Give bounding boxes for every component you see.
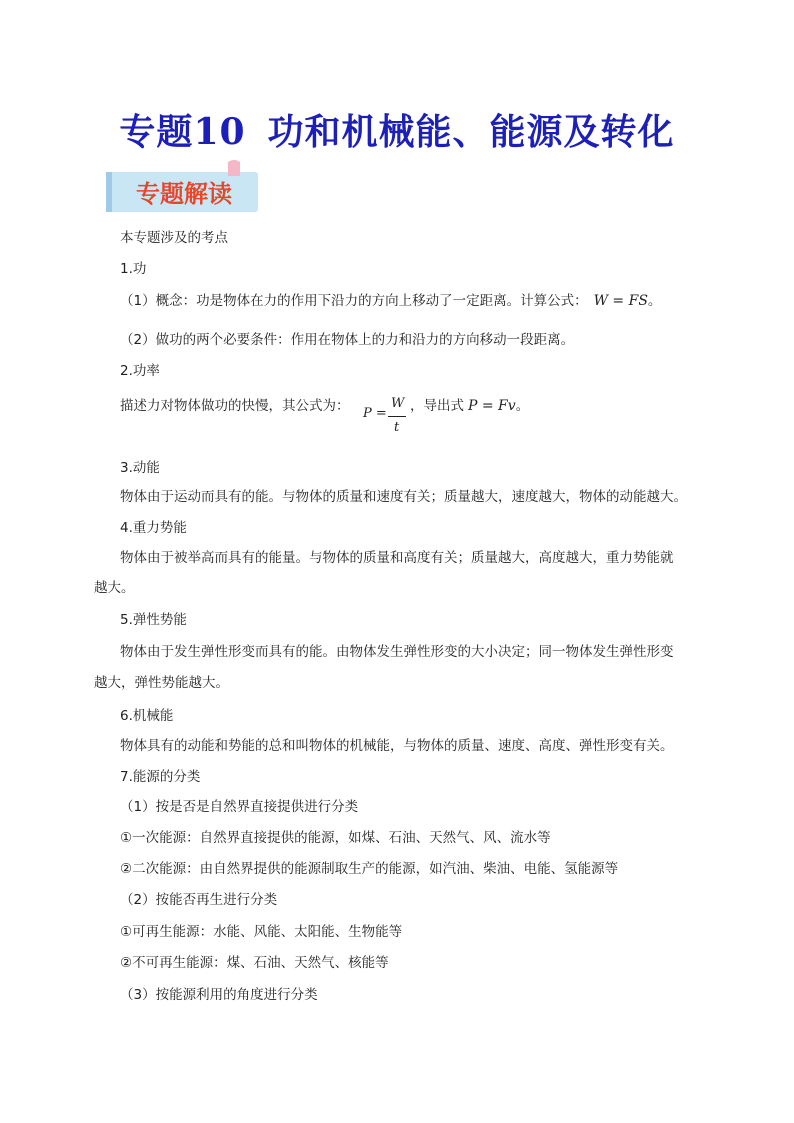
heading-energy-classification: 7.能源的分类: [120, 769, 201, 785]
gravity-text-2: 越大。: [94, 580, 135, 596]
gravity-text-1: 物体由于被举高而具有的能量。与物体的质量和高度有关；质量越大，高度越大，重力势能就: [120, 550, 674, 566]
badge-text: 专题解读: [136, 179, 232, 208]
fraction-bar: [388, 416, 406, 417]
classification-2: （2）按能否再生进行分类: [120, 892, 278, 908]
elastic-text-2: 越大，弹性势能越大。: [94, 675, 229, 691]
paperclip-icon: [228, 160, 240, 176]
elastic-text-1: 物体由于发生弹性形变而具有的能。由物体发生弹性形变的大小决定；同一物体发生弹性形变: [120, 644, 674, 660]
heading-power: 2.功率: [120, 363, 160, 379]
heading-work: 1.功: [120, 261, 147, 277]
heading-kinetic: 3.动能: [120, 460, 160, 476]
power-formula-denominator: t: [394, 420, 400, 435]
work-formula: W = FS: [593, 293, 648, 309]
section-badge: [102, 158, 262, 214]
power-description: 描述力对物体做功的快慢，其公式为：: [120, 398, 350, 414]
intro-text: 本专题涉及的考点: [120, 230, 228, 246]
primary-energy: ①一次能源：自然界直接提供的能源，如煤、石油、天然气、风、流水等: [120, 830, 551, 846]
classification-1: （1）按是否是自然界直接提供进行分类: [120, 799, 359, 815]
non-renewable-energy: ②不可再生能源：煤、石油、天然气、核能等: [120, 955, 389, 971]
heading-mechanical: 6.机械能: [120, 708, 174, 724]
title-number: 10: [193, 111, 246, 153]
heading-gravity: 4.重力势能: [120, 520, 187, 536]
power-formula-lhs: P =: [363, 406, 387, 421]
power-formula-numerator: W: [391, 396, 405, 411]
mechanical-text: 物体具有的动能和势能的总和叫物体的机械能，与物体的质量、速度、高度、弹性形变有关。: [120, 738, 674, 754]
renewable-energy: ①可再生能源：水能、风能、太阳能、生物能等: [120, 924, 403, 940]
kinetic-text: 物体由于运动而具有的能。与物体的质量和速度有关；质量越大，速度越大，物体的动能越大。: [120, 489, 687, 505]
page-title: [0, 104, 794, 155]
secondary-energy: ②二次能源：由自然界提供的能源制取生产的能源，如汽油、柴油、电能、氢能源等: [120, 861, 619, 877]
classification-3: （3）按能源利用的角度进行分类: [120, 987, 318, 1003]
work-concept: （1）概念：功是物体在力的作用下沿力的方向上移动了一定距离。计算公式： W = FS。: [120, 293, 662, 309]
heading-elastic: 5.弹性势能: [120, 612, 187, 628]
title-prefix: 专题: [119, 111, 194, 153]
title-main: 功和机械能、能源及转化: [267, 111, 675, 153]
power-derived: ，导出式 P = Fv。: [410, 398, 530, 414]
power-formula-2: P = Fv: [468, 398, 516, 414]
work-conditions: （2）做功的两个必要条件：作用在物体上的力和沿力的方向移动一段距离。: [120, 332, 575, 348]
